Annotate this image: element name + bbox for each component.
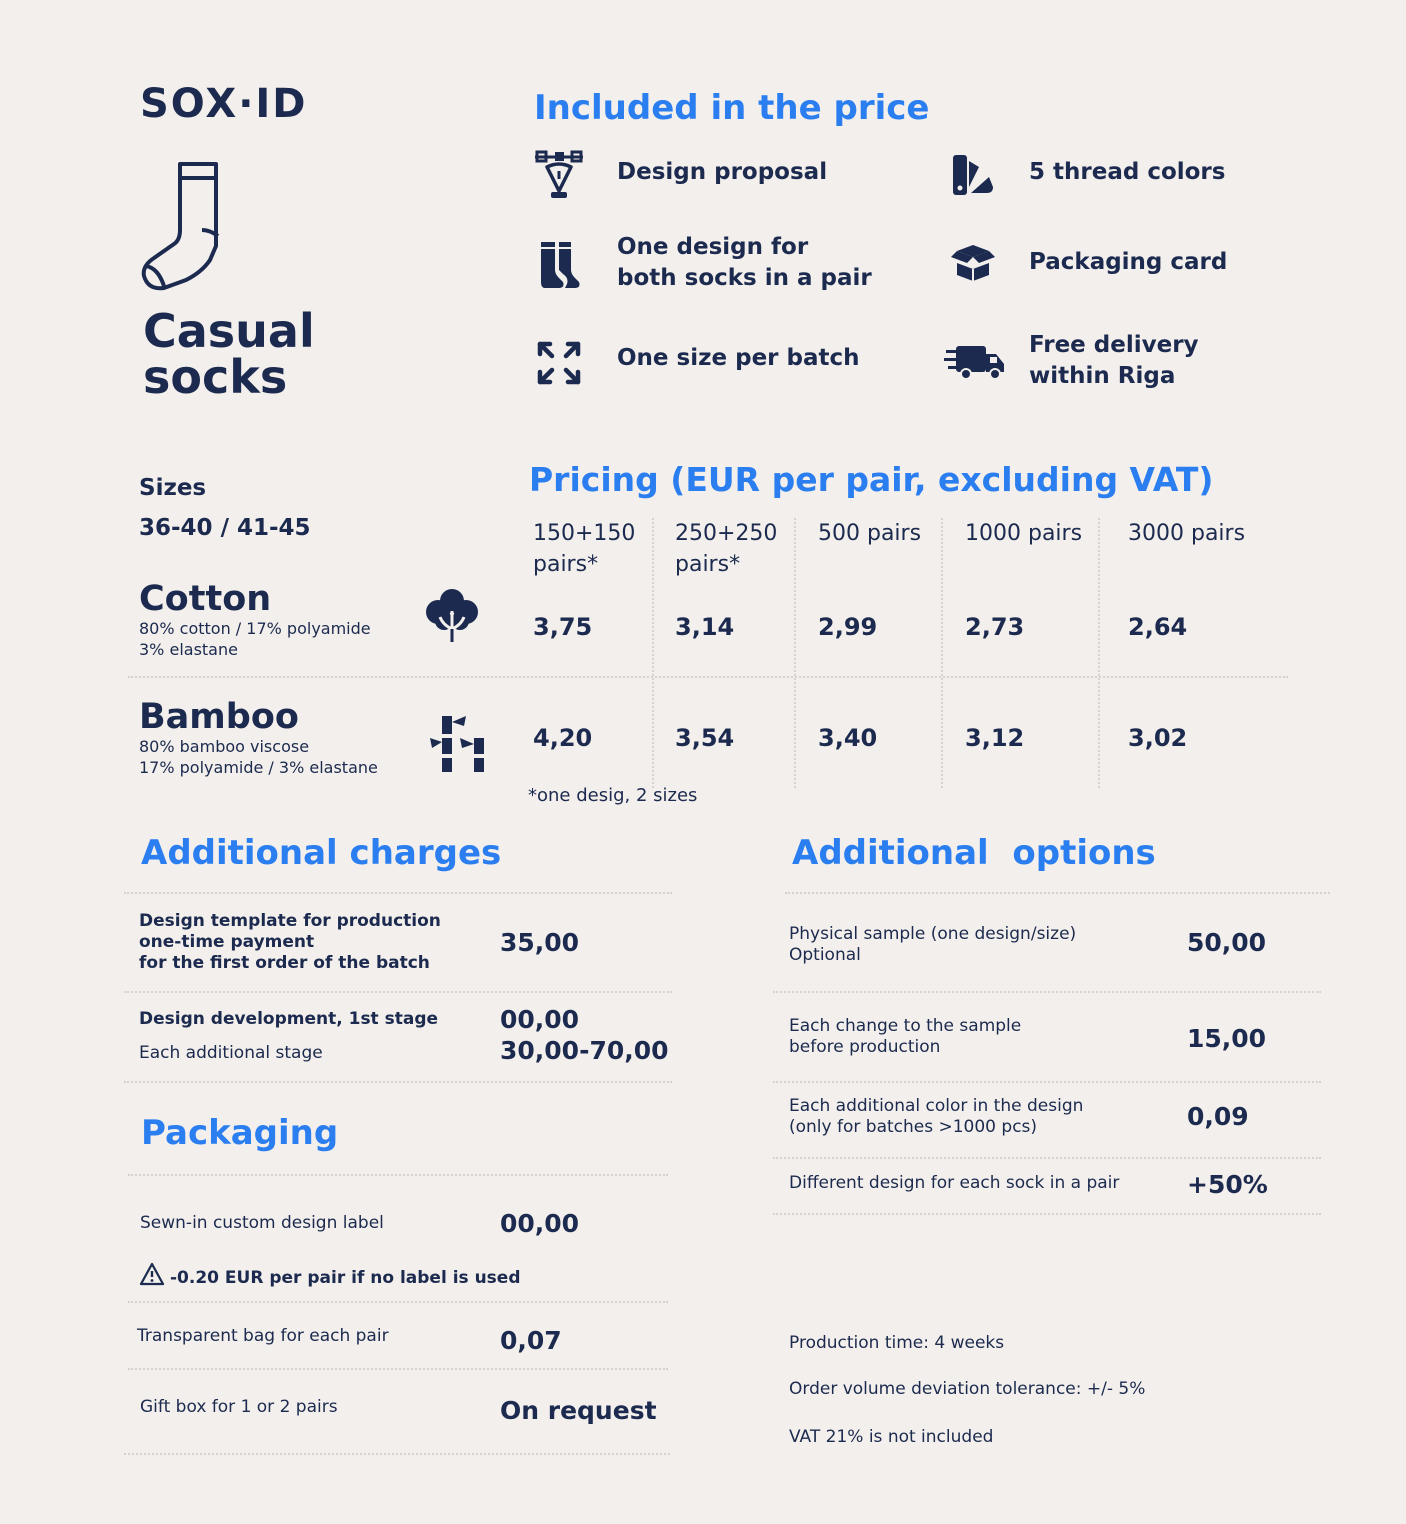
packaging-divider (128, 1174, 668, 1176)
price-cotton-tier-4: 2,73 (965, 613, 1025, 641)
price-bamboo-tier-4: 3,12 (965, 724, 1025, 752)
option-additional-color: Each additional color in the design (only for batches >1000 pcs) (789, 1096, 1084, 1137)
price-cotton-tier-1: 3,75 (533, 613, 593, 641)
included-item-packaging-card: Packaging card (1029, 249, 1228, 275)
included-item-thread-colors: 5 thread colors (1029, 159, 1226, 185)
included-item-one-size: One size per batch (617, 345, 860, 371)
price-bamboo-tier-2: 3,54 (675, 724, 735, 752)
socks-pair-icon (532, 240, 586, 290)
sizes-value: 36-40 / 41-45 (139, 515, 311, 541)
included-item-free-delivery: Free delivery within Riga (1029, 332, 1199, 389)
option-additional-color-value: 0,09 (1187, 1102, 1249, 1131)
packaging-divider (128, 1368, 668, 1370)
pricing-divider (794, 518, 796, 788)
packaging-heading: Packaging (141, 1113, 339, 1153)
sock-icon (140, 160, 226, 292)
option-physical-sample-value: 50,00 (1187, 928, 1267, 957)
pricing-footnote: *one desig, 2 sizes (528, 785, 698, 806)
option-different-design-value: +50% (1187, 1170, 1268, 1199)
options-divider (773, 991, 1321, 993)
packaging-label-row-value: 00,00 (500, 1209, 580, 1238)
resize-arrows-icon (534, 340, 584, 386)
packaging-bag-value: 0,07 (500, 1326, 562, 1355)
pricing-divider (1098, 518, 1100, 788)
bamboo-icon (428, 714, 488, 774)
sizes-label: Sizes (139, 475, 207, 501)
option-physical-sample: Physical sample (one design/size) Optional (789, 924, 1077, 965)
product-title-line2: socks (143, 350, 288, 404)
option-sample-change: Each change to the sample before production (789, 1016, 1022, 1057)
cotton-flower-icon (422, 584, 482, 644)
color-swatch-icon (948, 152, 996, 198)
charge-development-additional-value: 30,00-70,00 (500, 1036, 669, 1065)
box-icon (948, 240, 998, 286)
price-cotton-tier-2: 3,14 (675, 613, 735, 641)
packaging-bag-label: Transparent bag for each pair (137, 1326, 389, 1346)
pricing-tier-header: 250+250 pairs* (675, 521, 778, 577)
pricing-divider (941, 518, 943, 788)
pricing-heading: Pricing (EUR per pair, excluding VAT) (529, 460, 1214, 499)
brand-logo: SOX·ID (140, 81, 308, 127)
delivery-truck-icon (944, 342, 1008, 382)
pricing-tier-header: 1000 pairs (965, 521, 1083, 546)
options-heading: Additional options (792, 833, 1156, 873)
included-item-design-proposal: Design proposal (617, 159, 828, 185)
options-divider (773, 1081, 1321, 1083)
charges-divider (124, 991, 672, 993)
pricing-tier-header: 500 pairs (818, 521, 922, 546)
charge-development-first-label: Design development, 1st stage (139, 1009, 439, 1029)
packaging-divider (128, 1301, 668, 1303)
product-title-line1: Casual (143, 304, 315, 358)
options-divider (773, 1157, 1321, 1159)
charges-divider (124, 892, 672, 894)
pricing-divider (652, 518, 654, 788)
price-cotton-tier-3: 2,99 (818, 613, 878, 641)
charge-development-additional-label: Each additional stage (139, 1043, 323, 1063)
packaging-gift-value: On request (500, 1396, 657, 1425)
price-bamboo-tier-3: 3,40 (818, 724, 878, 752)
charge-design-template-value: 35,00 (500, 928, 580, 957)
note-volume-tolerance: Order volume deviation tolerance: +/- 5% (789, 1379, 1146, 1399)
included-item-one-design: One design for both socks in a pair (617, 234, 872, 291)
options-divider (773, 1213, 1321, 1215)
options-divider (785, 892, 1330, 894)
packaging-gift-label: Gift box for 1 or 2 pairs (140, 1397, 338, 1417)
packaging-divider (124, 1453, 670, 1455)
charges-heading: Additional charges (141, 833, 502, 873)
note-vat: VAT 21% is not included (789, 1427, 994, 1447)
price-bamboo-tier-1: 4,20 (533, 724, 593, 752)
product-title (143, 304, 443, 404)
material-bamboo: Bamboo 80% bamboo viscose 17% polyamide / 3% elastane (139, 697, 378, 777)
warning-icon (139, 1262, 165, 1286)
pricing-row-divider (128, 676, 1288, 678)
price-cotton-tier-5: 2,64 (1128, 613, 1188, 641)
option-sample-change-value: 15,00 (1187, 1024, 1267, 1053)
packaging-label-row-label: Sewn-in custom design label (140, 1213, 384, 1233)
charge-development-first-value: 00,00 (500, 1005, 580, 1034)
pricing-tier-header: 3000 pairs (1128, 521, 1246, 546)
note-production-time: Production time: 4 weeks (789, 1333, 1005, 1353)
included-heading: Included in the price (534, 88, 930, 128)
material-cotton: Cotton 80% cotton / 17% polyamide 3% elastane (139, 579, 371, 659)
pen-tool-icon (532, 148, 586, 202)
option-different-design: Different design for each sock in a pair (789, 1173, 1120, 1193)
charges-divider (124, 1081, 672, 1083)
price-bamboo-tier-5: 3,02 (1128, 724, 1188, 752)
packaging-warning-text: -0.20 EUR per pair if no label is used (170, 1268, 521, 1288)
pricing-tier-header: 150+150 pairs* (533, 521, 636, 577)
charge-design-template: Design template for production one-time payment for the first order of the batch (139, 911, 441, 973)
